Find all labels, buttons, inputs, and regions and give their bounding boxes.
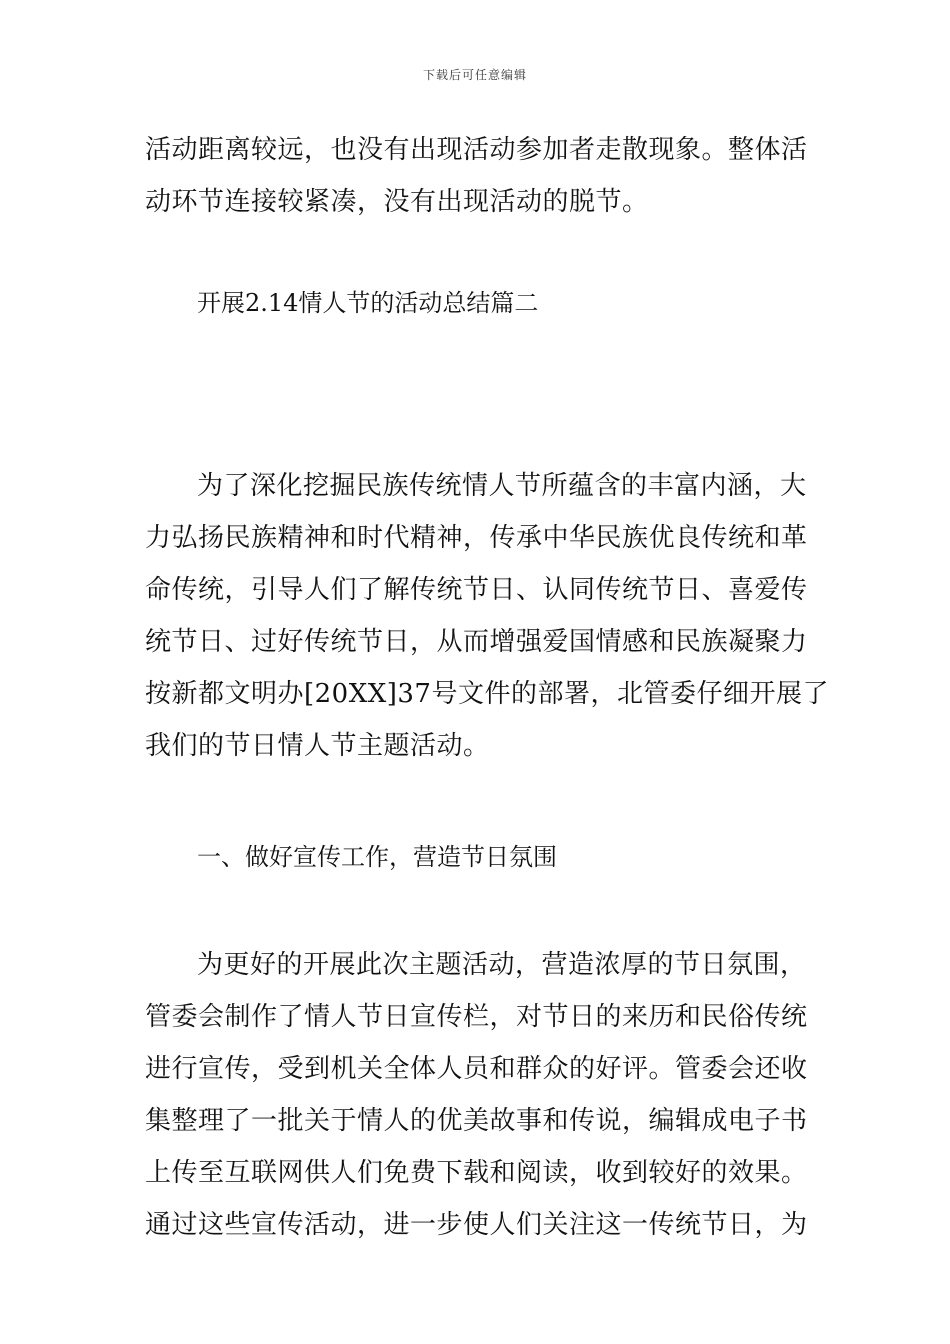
text-line: 为更好的开展此次主题活动，营造浓厚的节日氛围，: [197, 950, 807, 980]
text-line: 通过这些宣传活动，进一步使人们关注这一传统节日，为: [145, 1210, 808, 1240]
text-line: 统节日、过好传统节日，从而增强爱国情感和民族凝聚力: [145, 627, 808, 657]
spacer: [145, 228, 817, 277]
text-line: 上传至互联网供人们免费下载和阅读，收到较好的效果。: [145, 1158, 808, 1188]
text-line: 动环节连接较紧凑，没有出现活动的脱节。: [145, 187, 649, 217]
paragraph-publicity: [145, 939, 817, 1251]
document-body: [145, 124, 829, 1251]
text-line: 我们的节日情人节主题活动。: [145, 731, 490, 761]
section-heading: 一、做好宣传工作，营造节日氛围: [197, 843, 557, 871]
paragraph-intro: [145, 460, 829, 772]
spacer: [145, 329, 817, 460]
text-line: 为了深化挖掘民族传统情人节所蕴含的丰富内涵，大: [197, 471, 807, 501]
page-header-note: 下载后可任意编辑: [422, 68, 527, 82]
text-line: 管委会制作了情人节日宣传栏，对节日的来历和民俗传统: [145, 1002, 808, 1032]
text-line: 命传统，引导人们了解传统节日、认同传统节日、喜爱传: [145, 575, 808, 605]
spacer: [145, 883, 817, 939]
text-line: 集整理了一批关于情人的优美故事和传说，编辑成电子书: [145, 1106, 808, 1136]
text-line: 进行宣传，受到机关全体人员和群众的好评。管委会还收: [145, 1054, 808, 1084]
text-line: 按新都文明办[20XX]37号文件的部署，北管委仔细开展了: [145, 679, 829, 709]
text-line: 活动距离较远，也没有出现活动参加者走散现象。整体活: [145, 135, 808, 165]
paragraph-continuation: [145, 124, 817, 228]
text-line: 力弘扬民族精神和时代精神，传承中华民族优良传统和革: [145, 523, 808, 553]
spacer: [145, 772, 817, 831]
document-title: 开展2.14情人节的活动总结篇二: [197, 289, 539, 317]
